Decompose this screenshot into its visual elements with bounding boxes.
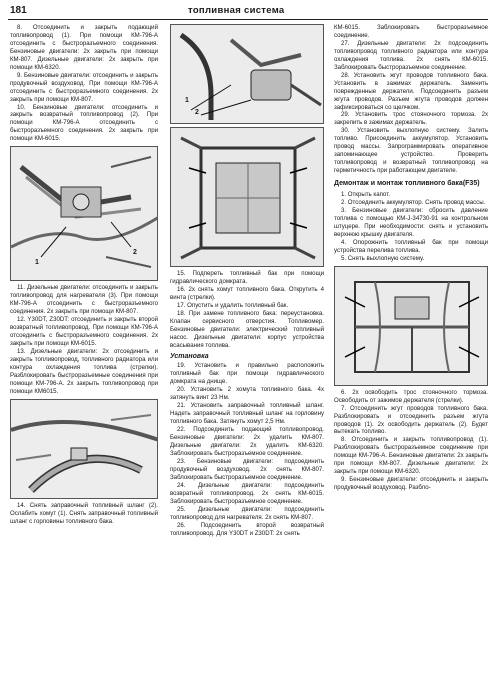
section-title: топливная система [188,5,285,16]
paragraph: 12. Y30DT, Z30DT: отсоединить и закрыть второй возвратный топливопровод. При помощи КМ-796-А отсоединить с быстроразъемного соединения. 2х закрыть при помощи КМ-6015. [10,316,158,347]
paragraph: 3. Бензиновые двигатели: сбросить давление топлива с помощью КМ-J-34730-91 на контрольном штуцере. При необходимости: снять и установить верхнюю крышку двигателя. [334,207,488,238]
paragraph: 19. Установить и правильно расположить топливный бак при помощи гидравлического домкрата на днище. [170,362,324,386]
paragraph: 21. Установить заправочный топливный шланг. Надеть заправочный топливный шланг на горловину топливного бака. Затянуть хомут 2,5 Нм. [170,402,324,426]
paragraph: 25. Дизельные двигатели: подсоединить топливопровод для нагревателя. 2х снять КМ-807. [170,505,324,521]
paragraph: 15. Подпереть топливный бак при помощи гидравлического домкрата. [170,270,324,285]
paragraph: 11. Дизельные двигатели: отсоединить и закрыть топливопровод для нагревателя (3). При помощи КМ-796-А отсоединить с быстроразъемного соединения. 2х закрыть при помощи КМ-807. [10,284,158,316]
paragraph: 14. Снять заправочный топливный шланг (2). Ослабить хомут (1). Снять заправочный топливный шланг с горловины топливного бака. [10,501,158,525]
figure-fuel-tank-connections [170,24,324,124]
paragraph: 30. Установить выхлопную систему. Залить топливо. Присоединить аккумулятор. Установить провод массы. Запрограммировать оперативное запоминающее устройство. Проверить топливопровод и возвратный топливопровод на герметичность при работающем двигателе. [334,127,488,175]
paragraph: 5. Снять выхлопную систему. [341,254,425,262]
text-column-3 [334,24,488,492]
figure-callout: 2 [195,109,199,116]
paragraph: 24. Дизельные двигатели: подсоединить возвратный топливопровод. 2х снять КМ-6015. Заблокировать быстроразъемное соединение. [170,481,324,505]
paragraph: 26. Подсоединить второй возвратный топливопровод. Для Y30DT и Z30DT: 2х снять [170,521,324,537]
figure-callout: 1 [35,259,39,267]
paragraph: 9. Бензиновые двигатели: отсоединить и закрыть продувочный воздуховод. При помощи КМ-796-А отсоединить с быстроразъемного соединения. 2х закрыть при помощи КМ-807. [10,71,158,103]
paragraph: 8. Отсоединить и закрыть топливопровод (1). Разблокировать быстроразъемное соединение при помощи КМ-796-А. Бензиновые двигатели: 2х закрыть при помощи КМ-807. Дизельные двигатели: 2х закрыть при помощи КМ-6320. [334,436,488,476]
paragraph: 6. 2х освободить трос стояночного тормоза. Освободить от зажимов держателя (стрелки). [334,388,488,404]
text-column-1 [10,24,158,526]
paragraph: 29. Установить трос стояночного тормоза. 2х закрепить в зажимах держатель. [334,111,488,127]
paragraph: 18. При замене топливного бака: переустановка. Клапан сервисного отверстия. Топливомер. Бензиновые двигатели: электрический топливный насос. Дизельные двигатели: корпус устройства всасывания топлива. [170,309,324,349]
paragraph: 17. Опустить и удалить топливный бак. [177,301,289,309]
paragraph: 28. Установить жгут проводов топливного бака. Установить в зажимах держатель. Заменить поврежденные держатели. Подсоединить разъем жгута проводов. Разъем жгута проводов должен зафиксироваться со щелчком. [334,71,488,111]
section-heading: Демонтаж и монтаж топливного бака(F35) [334,180,480,188]
figure-callout: 1 [185,97,189,104]
paragraph: 10. Бензиновые двигатели: отсоединить и закрыть возвратный топливопровод (2). При помощи КМ-796-А отсоединить с быстроразъемного соединения. 2х закрыть при помощи КМ-6015. [10,103,158,143]
figure-drawing [335,267,488,386]
paragraph: 1. Открыть капот. [341,191,390,199]
paragraph: 27. Дизельные двигатели: 2х подсоединить топливопровод топливного радиатора или контура охлаждения топлива. 2х снять КМ-6015. Заблокировать быстроразъемное соединение. [334,39,488,71]
figure-drawing [171,128,324,267]
paragraph: 2. Отсоединить аккумулятор. Снять провод массы. [341,199,486,207]
paragraph: 8. Отсоединить и закрыть подающий топливопровод (1). При помощи КМ-796-А отсоединить с быстроразъемного соединения. Бензиновые двигатели: 2х закрыть при помощи КМ-807. Дизельные двигатели: 2х закрыть при помощи КМ-6320. [10,24,158,71]
paragraph: 9. Бензиновые двигатели: отсоединить и закрыть продувочный воздуховод. Разбло- [334,476,488,492]
paragraph: КМ-6015. Заблокировать быстроразъемное соединение. [334,24,488,39]
paragraph: 23. Бензиновые двигатели: подсоединить продувочный воздуховод. 2х снять КМ-807. Заблокировать быстроразъемное соединение. [170,457,324,481]
text-column-2 [170,24,324,537]
figure-drawing [171,25,324,124]
figure-underbody-f35 [334,266,488,386]
paragraph: 22. Подсоединить подающий топливопровод. Бензиновые двигатели: 2х удалить КМ-807. Дизельные двигатели: 2х удалить КМ-6320. Заблокировать быстроразъемное соединение. [170,426,324,457]
paragraph: 13. Дизельные двигатели: 2х отсоединить и закрыть топливопровод, топливного радиатора или контура охлаждения топлива (стрелки). Разблокировать быстроразъемные соединения при помощи КМ-796-А. 2х закрыть топливопровод при помощи КМ6015. [10,347,158,395]
page-number: 181 [10,5,27,16]
paragraph: 4. Опорожнить топливный бак при помощи устройства перелива топлива. [334,238,488,254]
figure-underbody-tank [170,127,324,267]
figure-callout: 2 [133,249,137,257]
page-header [8,4,488,20]
figure-drawing [11,400,158,499]
figure-fuel-lines-1 [10,146,158,281]
figure-drawing [11,147,158,281]
paragraph: 7. Отсоединить жгут проводов топливного бака. Разблокировать и отсоединить разъем жгута проводов (1). 2х освободить держатель (2). Будет вытекать топливо. [334,404,488,436]
paragraph: 16. 2х снять хомут топливного бака. Открутить 4 винта (стрелки). [170,285,324,301]
figure-filler-hose [10,399,158,499]
install-heading: Установка [170,352,209,360]
paragraph: 20. Установить 2 хомута топливного бака. 4х затянуть винт 23 Нм. [170,386,324,402]
